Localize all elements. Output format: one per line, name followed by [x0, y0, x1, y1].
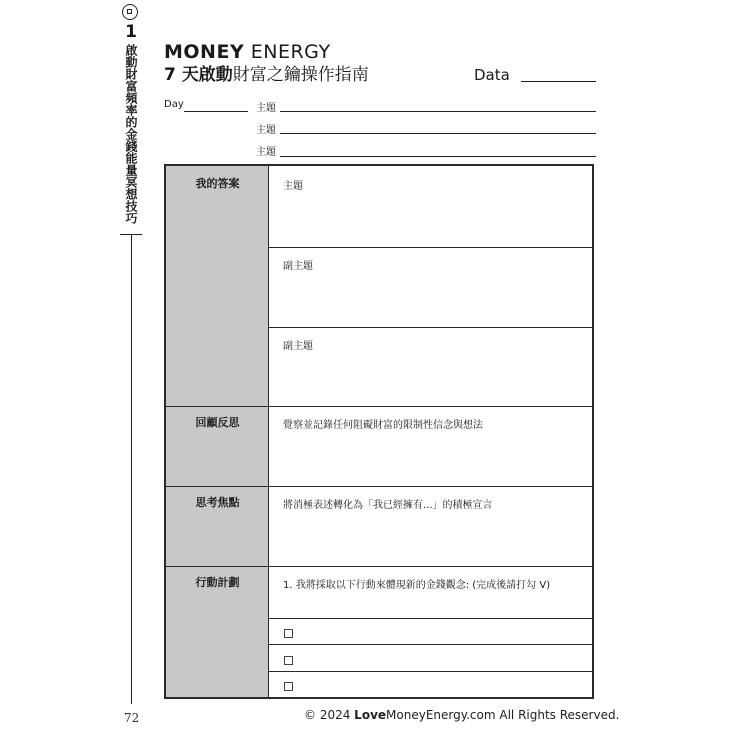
day-field[interactable]: [184, 111, 248, 112]
row-divider: [269, 644, 592, 645]
cell-main-topic[interactable]: 主題: [283, 181, 303, 192]
brand-bold: MONEY: [164, 41, 245, 63]
footer-prefix: © 2024: [304, 708, 355, 722]
section-label-reflection: 回顧反思: [195, 416, 240, 429]
subtitle-bold: 7 天啟動: [164, 65, 233, 85]
brand-title: [164, 41, 331, 63]
action-checkbox-3[interactable]: [284, 682, 293, 691]
cell-subtopic-2[interactable]: 副主題: [283, 341, 313, 352]
section-label-column: [166, 166, 269, 697]
data-field[interactable]: [521, 81, 596, 82]
topic-field-1[interactable]: [280, 111, 596, 112]
sidebar-rule: [131, 234, 132, 704]
topic-label-1: 主題: [256, 103, 276, 114]
section-label-action: 行動計劃: [195, 576, 240, 589]
section-divider: [166, 406, 592, 407]
cell-subtopic-1[interactable]: 副主題: [283, 261, 313, 272]
topic-label-3: 主題: [256, 147, 276, 158]
footer-brand-bold: Love: [354, 708, 387, 722]
subtitle-medium: 財富之鑰: [232, 65, 301, 85]
footer-brand-rest: MoneyEnergy.com All Rights Reserved.: [386, 708, 620, 722]
page-subtitle: [164, 64, 369, 86]
copyright-footer: [304, 708, 619, 722]
cell-action-intro[interactable]: 1. 我將採取以下行動來體現新的金錢觀念: (完成後請打勾 V): [283, 580, 551, 591]
chapter-number: 1: [125, 22, 137, 42]
page-number: 72: [124, 711, 140, 725]
cell-reflection[interactable]: 覺察並記錄任何阻礙財富的限制性信念與想法: [283, 420, 483, 431]
topic-label-2: 主題: [256, 125, 276, 136]
topic-field-2[interactable]: [280, 133, 596, 134]
action-checkbox-1[interactable]: [284, 629, 293, 638]
section-label-focus: 思考焦點: [195, 496, 240, 509]
data-label: Data: [474, 66, 510, 84]
cell-focus[interactable]: 將消極表述轉化為「我已經擁有...」的積極宣言: [283, 500, 493, 511]
section-label-answers: 我的答案: [195, 177, 240, 190]
section-divider: [166, 486, 592, 487]
row-divider: [269, 671, 592, 672]
day-label: Day: [164, 99, 184, 110]
chapter-circle-icon: [122, 4, 138, 20]
worksheet-table: [164, 164, 594, 699]
brand-light: ENERGY: [250, 41, 331, 63]
chapter-title: 啟動財富頻率的金錢能量冥想技巧: [124, 44, 138, 224]
subtitle-light: 操作指南: [300, 65, 369, 85]
topic-field-3[interactable]: [280, 156, 596, 157]
row-divider: [269, 618, 592, 619]
row-divider: [269, 247, 592, 248]
row-divider: [269, 327, 592, 328]
section-divider: [166, 566, 592, 567]
action-checkbox-2[interactable]: [284, 656, 293, 665]
